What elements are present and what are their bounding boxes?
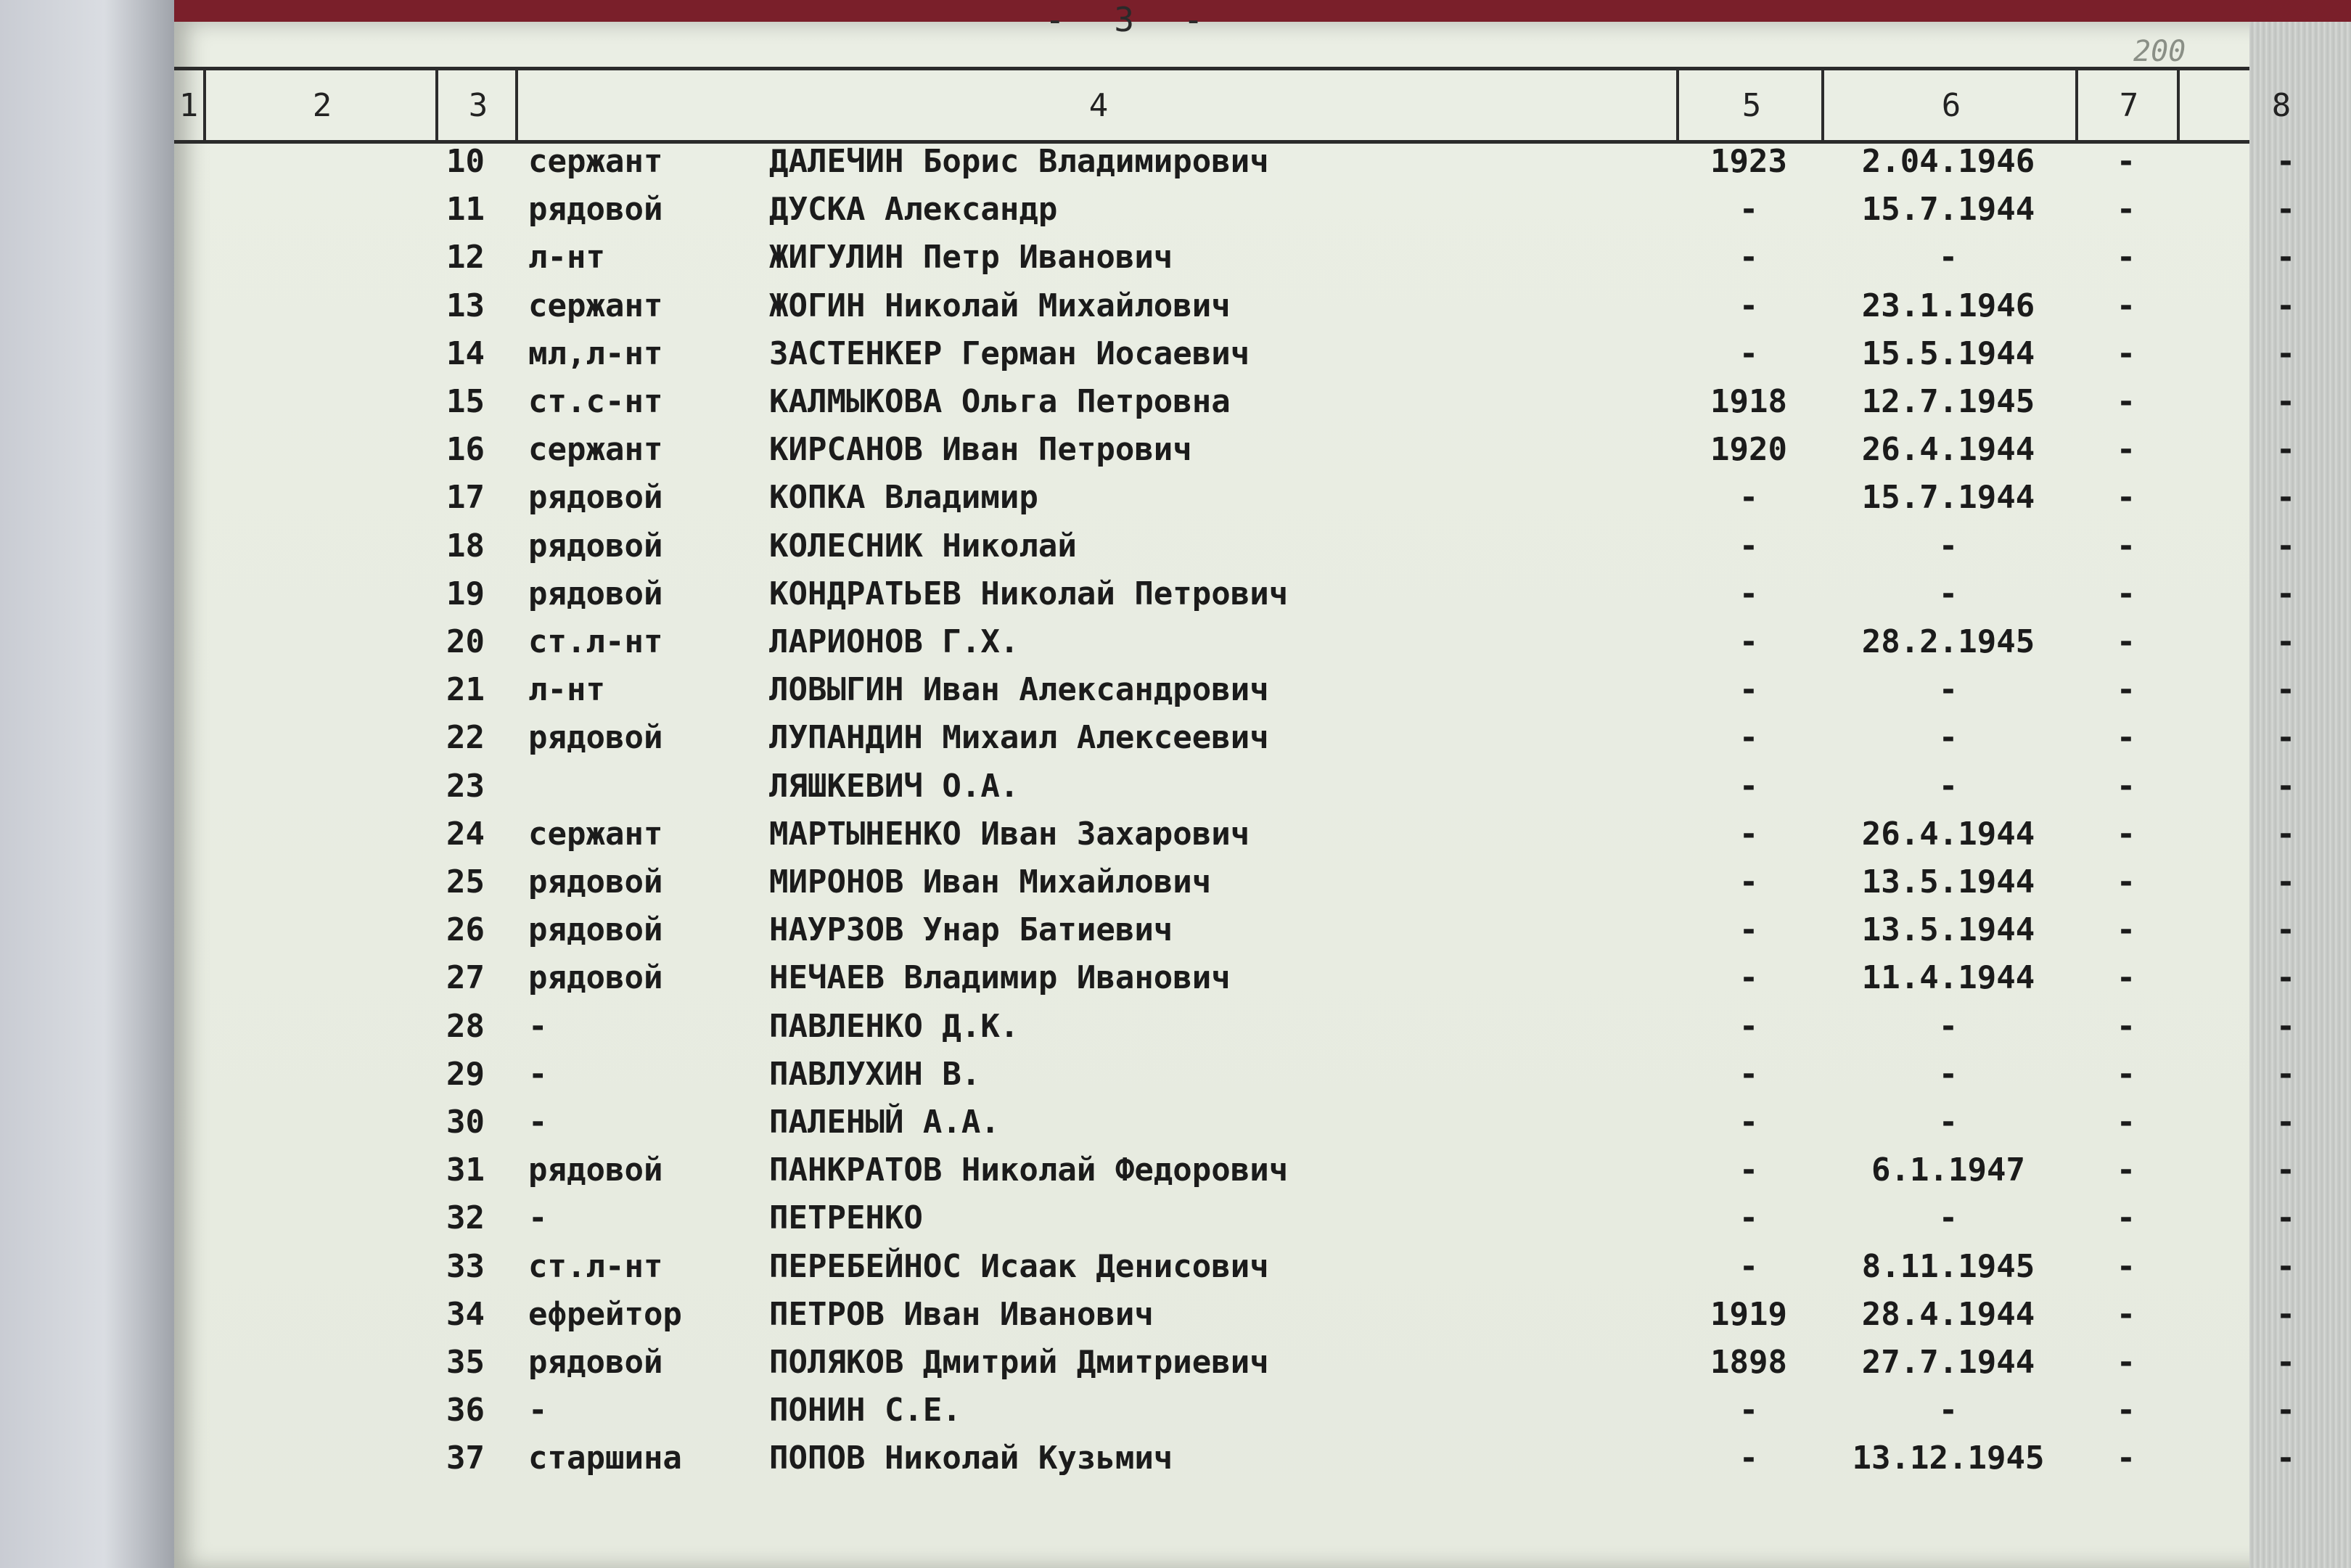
row-date: 15.5.1944 — [1861, 334, 2035, 372]
row-col-8: - — [2276, 191, 2296, 229]
page-number: 200 — [2133, 35, 2186, 68]
row-date: - — [1938, 575, 1958, 612]
table-row — [174, 522, 2296, 570]
row-rank: рядовой — [528, 911, 663, 949]
row-name: МИРОНОВ Иван Михайлович — [769, 863, 1212, 900]
row-rank: сержант — [528, 431, 663, 469]
row-col-8: - — [2276, 383, 2296, 420]
row-rank: рядовой — [528, 479, 663, 517]
table-row — [174, 1291, 2296, 1339]
table-header — [174, 67, 2291, 144]
row-name: ДУСКА Александр — [769, 191, 1058, 229]
table-row — [174, 138, 2296, 186]
row-col-8: - — [2276, 1392, 2296, 1429]
row-name: НЕЧАЕВ Владимир Иванович — [769, 959, 1231, 997]
row-rank: - — [528, 1392, 548, 1429]
row-col-7: - — [2116, 959, 2136, 997]
row-col-8: - — [2276, 527, 2296, 565]
table-row — [174, 666, 2296, 714]
row-rank: сержант — [528, 287, 663, 324]
row-rank: ст.л-нт — [528, 623, 663, 660]
row-date: 15.7.1944 — [1861, 479, 2035, 517]
row-rank: рядовой — [528, 527, 663, 565]
row-col-7: - — [2116, 431, 2136, 469]
row-col-7: - — [2116, 1392, 2136, 1429]
row-number: 24 — [446, 815, 485, 853]
row-col-7: - — [2116, 527, 2136, 565]
row-date: 26.4.1944 — [1861, 431, 2035, 469]
row-number: 15 — [446, 383, 485, 420]
table-row — [174, 858, 2296, 906]
row-name: ПЕТРОВ Иван Иванович — [769, 1295, 1154, 1333]
row-col-8: - — [2276, 1007, 2296, 1045]
row-name: КОНДРАТЬЕВ Николай Петрович — [769, 575, 1289, 612]
row-number: 18 — [446, 527, 485, 565]
row-name: КАЛМЫКОВА Ольга Петровна — [769, 383, 1231, 420]
row-col-8: - — [2276, 623, 2296, 660]
row-name: НАУРЗОВ Унар Батиевич — [769, 911, 1173, 949]
table-row — [174, 426, 2296, 474]
table-row — [174, 234, 2296, 282]
top-mark: - 3 - — [1045, 0, 1218, 39]
row-name: КОПКА Владимир — [769, 479, 1038, 517]
row-name: ЛЯШКЕВИЧ О.А. — [769, 767, 1019, 805]
row-number: 16 — [446, 431, 485, 469]
row-number: 12 — [446, 239, 485, 276]
row-rank: старшина — [528, 1440, 682, 1477]
row-birth-year: - — [1739, 334, 1759, 372]
row-birth-year: - — [1739, 1104, 1759, 1141]
row-name: ДАЛЕЧИН Борис Владимирович — [769, 143, 1269, 180]
row-col-8: - — [2276, 1247, 2296, 1285]
row-col-7: - — [2116, 911, 2136, 949]
row-name: ПАВЛЕНКО Д.К. — [769, 1007, 1019, 1045]
row-rank: ефрейтор — [528, 1295, 682, 1333]
row-birth-year: - — [1739, 1392, 1759, 1429]
row-birth-year: - — [1739, 911, 1759, 949]
row-birth-year: - — [1739, 1440, 1759, 1477]
row-number: 20 — [446, 623, 485, 660]
row-birth-year: 1923 — [1710, 143, 1787, 180]
row-col-8: - — [2276, 575, 2296, 612]
row-col-8: - — [2276, 334, 2296, 372]
row-birth-year: - — [1739, 1007, 1759, 1045]
row-rank: сержант — [528, 815, 663, 853]
row-number: 35 — [446, 1344, 485, 1381]
row-date: 26.4.1944 — [1861, 815, 2035, 853]
row-name: ПАНКРАТОВ Николай Федорович — [769, 1152, 1289, 1189]
row-col-8: - — [2276, 1440, 2296, 1477]
row-number: 27 — [446, 959, 485, 997]
row-birth-year: 1920 — [1710, 431, 1787, 469]
row-rank: ст.с-нт — [528, 383, 663, 420]
row-rank: рядовой — [528, 863, 663, 900]
row-date: - — [1938, 1055, 1958, 1093]
row-birth-year: - — [1739, 575, 1759, 612]
table-row — [174, 1099, 2296, 1146]
row-col-8: - — [2276, 767, 2296, 805]
row-col-7: - — [2116, 623, 2136, 660]
row-birth-year: - — [1739, 1247, 1759, 1285]
row-number: 22 — [446, 719, 485, 757]
row-number: 17 — [446, 479, 485, 517]
table-row — [174, 186, 2296, 234]
row-name: ЛУПАНДИН Михаил Алексеевич — [769, 719, 1269, 757]
row-rank: рядовой — [528, 1344, 663, 1381]
row-number: 29 — [446, 1055, 485, 1093]
row-date: 6.1.1947 — [1871, 1152, 2025, 1189]
table-row — [174, 618, 2296, 666]
row-number: 10 — [446, 143, 485, 180]
row-col-8: - — [2276, 479, 2296, 517]
row-name: КОЛЕСНИК Николай — [769, 527, 1077, 565]
table-row — [174, 714, 2296, 762]
row-rank: - — [528, 1104, 548, 1141]
row-col-8: - — [2276, 1295, 2296, 1333]
row-rank: сержант — [528, 143, 663, 180]
row-date: 28.4.1944 — [1861, 1295, 2035, 1333]
row-col-7: - — [2116, 1007, 2136, 1045]
row-date: 12.7.1945 — [1861, 383, 2035, 420]
row-birth-year: - — [1739, 191, 1759, 229]
row-col-7: - — [2116, 575, 2136, 612]
row-rank: рядовой — [528, 959, 663, 997]
row-number: 14 — [446, 334, 485, 372]
row-name: ПЕРЕБЕЙНОС Исаак Денисович — [769, 1247, 1269, 1285]
row-date: 8.11.1945 — [1861, 1247, 2035, 1285]
row-rank: - — [528, 1007, 548, 1045]
row-date: 13.5.1944 — [1861, 863, 2035, 900]
row-name: ЛАРИОНОВ Г.Х. — [769, 623, 1019, 660]
table-row — [174, 810, 2296, 858]
row-rank: рядовой — [528, 575, 663, 612]
row-number: 37 — [446, 1440, 485, 1477]
row-number: 26 — [446, 911, 485, 949]
row-number: 25 — [446, 863, 485, 900]
row-col-7: - — [2116, 334, 2136, 372]
header-col-4: 4 — [515, 70, 1679, 140]
row-date: 2.04.1946 — [1861, 143, 2035, 180]
row-number: 21 — [446, 671, 485, 709]
table-row — [174, 1387, 2296, 1434]
row-col-7: - — [2116, 287, 2136, 324]
table-row — [174, 282, 2296, 330]
left-page — [0, 0, 174, 1568]
table-row — [174, 1434, 2296, 1482]
row-number: 23 — [446, 767, 485, 805]
row-date: - — [1938, 671, 1958, 709]
row-birth-year: - — [1739, 671, 1759, 709]
row-date: - — [1938, 1104, 1958, 1141]
row-birth-year: - — [1739, 1152, 1759, 1189]
row-birth-year: 1918 — [1710, 383, 1787, 420]
row-col-7: - — [2116, 1247, 2136, 1285]
table-row — [174, 570, 2296, 618]
row-number: 31 — [446, 1152, 485, 1189]
row-birth-year: - — [1739, 287, 1759, 324]
row-date: 13.5.1944 — [1861, 911, 2035, 949]
row-date: - — [1938, 719, 1958, 757]
row-name: ЖОГИН Николай Михайлович — [769, 287, 1231, 324]
row-number: 34 — [446, 1295, 485, 1333]
row-col-7: - — [2116, 815, 2136, 853]
table-row — [174, 906, 2296, 954]
row-col-8: - — [2276, 1104, 2296, 1141]
row-birth-year: - — [1739, 1199, 1759, 1237]
row-birth-year: - — [1739, 479, 1759, 517]
row-birth-year: - — [1739, 863, 1759, 900]
row-rank: л-нт — [528, 671, 605, 709]
row-rank: рядовой — [528, 1152, 663, 1189]
row-date: - — [1938, 767, 1958, 805]
row-date: 15.7.1944 — [1861, 191, 2035, 229]
row-col-7: - — [2116, 767, 2136, 805]
row-rank: мл,л-нт — [528, 334, 663, 372]
row-col-7: - — [2116, 1055, 2136, 1093]
row-name: ПОНИН С.Е. — [769, 1392, 961, 1429]
table-row — [174, 1194, 2296, 1242]
row-name: ПАВЛУХИН В. — [769, 1055, 981, 1093]
row-col-7: - — [2116, 863, 2136, 900]
row-birth-year: - — [1739, 239, 1759, 276]
row-number: 33 — [446, 1247, 485, 1285]
row-col-7: - — [2116, 1295, 2136, 1333]
row-col-8: - — [2276, 1055, 2296, 1093]
row-date: - — [1938, 239, 1958, 276]
row-name: ЖИГУЛИН Петр Иванович — [769, 239, 1173, 276]
row-col-7: - — [2116, 1440, 2136, 1477]
row-rank: рядовой — [528, 719, 663, 757]
table-row — [174, 1243, 2296, 1291]
row-number: 11 — [446, 191, 485, 229]
row-col-8: - — [2276, 1152, 2296, 1189]
row-birth-year: 1919 — [1710, 1295, 1787, 1333]
row-col-8: - — [2276, 287, 2296, 324]
table-row — [174, 763, 2296, 810]
row-col-7: - — [2116, 1344, 2136, 1381]
row-birth-year: - — [1739, 527, 1759, 565]
row-number: 32 — [446, 1199, 485, 1237]
row-date: 11.4.1944 — [1861, 959, 2035, 997]
row-name: КИРСАНОВ Иван Петрович — [769, 431, 1192, 469]
row-col-8: - — [2276, 911, 2296, 949]
row-rank: ст.л-нт — [528, 1247, 663, 1285]
row-birth-year: 1898 — [1710, 1344, 1787, 1381]
row-col-7: - — [2116, 191, 2136, 229]
row-col-8: - — [2276, 863, 2296, 900]
row-col-7: - — [2116, 143, 2136, 180]
row-date: - — [1938, 1392, 1958, 1429]
row-number: 28 — [446, 1007, 485, 1045]
row-birth-year: - — [1739, 1055, 1759, 1093]
row-number: 30 — [446, 1104, 485, 1141]
header-col-2: 2 — [203, 70, 438, 140]
row-col-8: - — [2276, 431, 2296, 469]
row-number: 19 — [446, 575, 485, 612]
table-row — [174, 1003, 2296, 1051]
row-col-7: - — [2116, 383, 2136, 420]
table-row — [174, 330, 2296, 378]
row-date: 23.1.1946 — [1861, 287, 2035, 324]
row-date: - — [1938, 1007, 1958, 1045]
table-row — [174, 1146, 2296, 1194]
row-date: 28.2.1945 — [1861, 623, 2035, 660]
row-col-8: - — [2276, 815, 2296, 853]
row-col-7: - — [2116, 719, 2136, 757]
row-col-7: - — [2116, 479, 2136, 517]
header-col-1: 1 — [179, 86, 199, 124]
row-name: ПАЛЕНЫЙ А.А. — [769, 1104, 1000, 1141]
header-col-6: 6 — [1821, 70, 2078, 140]
header-col-3: 3 — [435, 70, 518, 140]
row-col-8: - — [2276, 719, 2296, 757]
header-col-7: 7 — [2075, 70, 2180, 140]
table-row — [174, 1339, 2296, 1387]
row-col-7: - — [2116, 1152, 2136, 1189]
row-rank: л-нт — [528, 239, 605, 276]
row-col-8: - — [2276, 239, 2296, 276]
row-col-7: - — [2116, 1104, 2136, 1141]
row-col-7: - — [2116, 671, 2136, 709]
row-rank: - — [528, 1199, 548, 1237]
table-row — [174, 954, 2296, 1002]
header-col-5: 5 — [1676, 70, 1824, 140]
row-name: ПЕТРЕНКО — [769, 1199, 923, 1237]
row-number: 36 — [446, 1392, 485, 1429]
row-col-7: - — [2116, 1199, 2136, 1237]
header-col-8: 8 — [2177, 70, 2351, 140]
row-col-8: - — [2276, 1344, 2296, 1381]
row-birth-year: - — [1739, 959, 1759, 997]
row-name: МАРТЫНЕНКО Иван Захарович — [769, 815, 1250, 853]
row-col-8: - — [2276, 959, 2296, 997]
row-rank: рядовой — [528, 191, 663, 229]
row-col-8: - — [2276, 671, 2296, 709]
row-name: ПОПОВ Николай Кузьмич — [769, 1440, 1173, 1477]
row-birth-year: - — [1739, 767, 1759, 805]
row-birth-year: - — [1739, 815, 1759, 853]
row-date: 13.12.1945 — [1852, 1440, 2045, 1477]
row-name: ЛОВЫГИН Иван Александрович — [769, 671, 1269, 709]
table-row — [174, 1051, 2296, 1099]
row-name: ПОЛЯКОВ Дмитрий Дмитриевич — [769, 1344, 1269, 1381]
row-date: - — [1938, 527, 1958, 565]
row-col-7: - — [2116, 239, 2136, 276]
row-birth-year: - — [1739, 719, 1759, 757]
row-date: 27.7.1944 — [1861, 1344, 2035, 1381]
row-rank: - — [528, 1055, 548, 1093]
table-row — [174, 474, 2296, 522]
row-date: - — [1938, 1199, 1958, 1237]
row-col-8: - — [2276, 1199, 2296, 1237]
table-row — [174, 378, 2296, 426]
row-name: ЗАСТЕНКЕР Герман Иосаевич — [769, 334, 1250, 372]
row-number: 13 — [446, 287, 485, 324]
row-col-8: - — [2276, 143, 2296, 180]
row-birth-year: - — [1739, 623, 1759, 660]
